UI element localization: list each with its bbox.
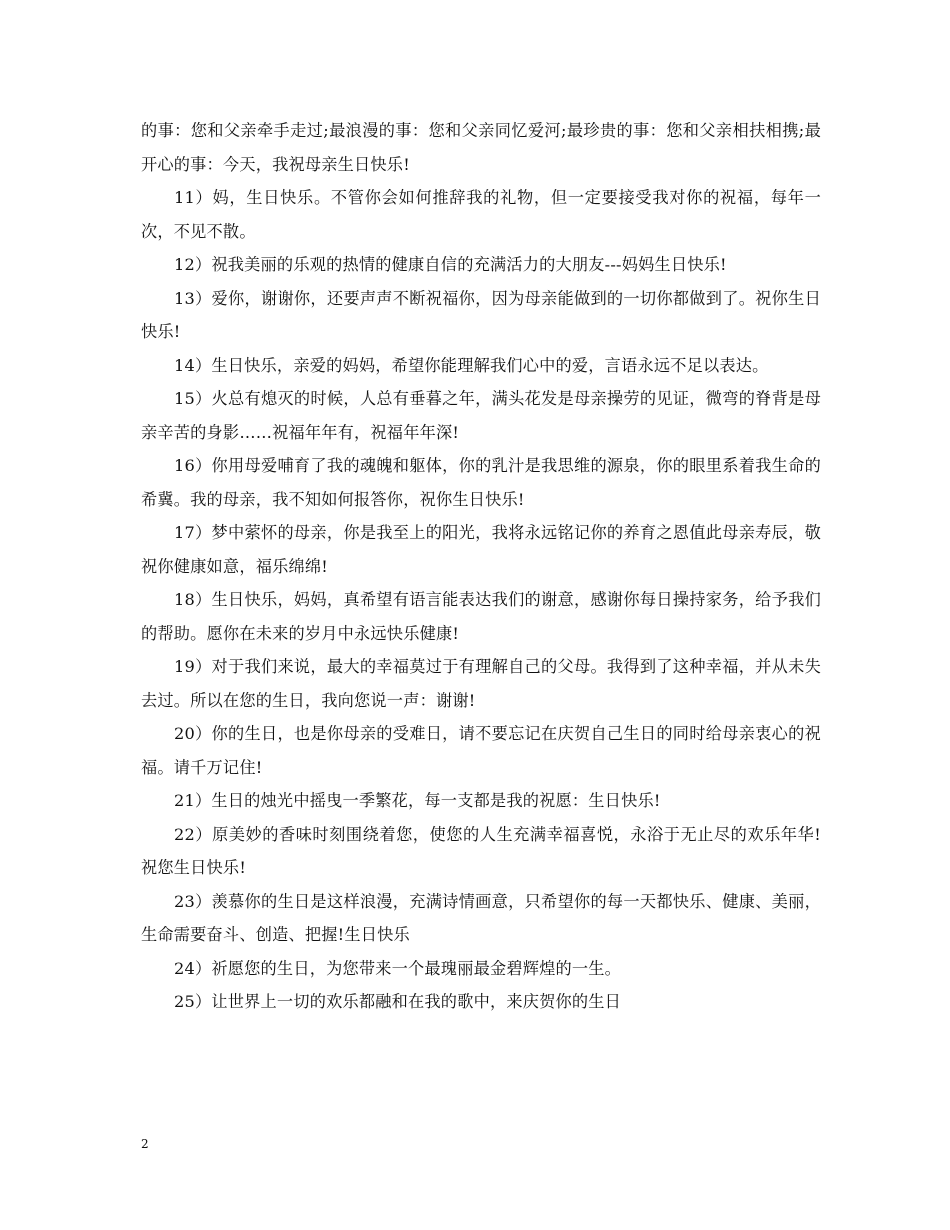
paragraph-wish-19: 19）对于我们来说，最大的幸福莫过于有理解自己的父母。我得到了这种幸福，并从未失去过。所以在您的生日，我向您说一声：谢谢!	[141, 657, 821, 710]
paragraph-wish-22: 22）原美妙的香味时刻围绕着您，使您的人生充满幸福喜悦，永浴于无止尽的欢乐年华!祝您生日快乐!	[141, 824, 821, 877]
paragraph-wish-17: 17）梦中萦怀的母亲，你是我至上的阳光，我将永远铭记你的养育之恩值此母亲寿辰，敬祝你健康如意，福乐绵绵!	[141, 523, 821, 576]
page-number: 2	[141, 1137, 149, 1151]
paragraph-wish-12: 12）祝我美丽的乐观的热情的健康自信的充满活力的大朋友---妈妈生日快乐!	[174, 255, 727, 274]
paragraph-wish-16: 16）你用母爱哺育了我的魂魄和躯体，你的乳汁是我思维的源泉，你的眼里系着我生命的希冀。我的母亲，我不知如何报答你，祝你生日快乐!	[141, 456, 821, 509]
paragraph-continuation: 的事：您和父亲牵手走过;最浪漫的事：您和父亲同忆爱河;最珍贵的事：您和父亲相扶相携;最开心的事：今天，我祝母亲生日快乐!	[141, 121, 821, 174]
paragraph-wish-18: 18）生日快乐，妈妈，真希望有语言能表达我们的谢意，感谢你每日操持家务，给予我们的帮助。愿你在未来的岁月中永远快乐健康!	[141, 590, 821, 643]
paragraph-wish-14: 14）生日快乐，亲爱的妈妈，希望你能理解我们心中的爱，言语永远不足以表达。	[174, 355, 769, 375]
paragraph-wish-21: 21）生日的烛光中摇曳一季繁花，每一支都是我的祝愿：生日快乐!	[174, 791, 661, 810]
paragraph-wish-20: 20）你的生日，也是你母亲的受难日，请不要忘记在庆贺自己生日的同时给母亲衷心的祝福。请千万记住!	[141, 724, 821, 777]
paragraph-wish-23: 23）羡慕你的生日是这样浪漫，充满诗情画意，只希望你的每一天都快乐、健康、美丽，生命需要奋斗、创造、把握!生日快乐	[141, 891, 821, 944]
document-body	[141, 114, 821, 1019]
paragraph-wish-24: 24）祈愿您的生日，为您带来一个最瑰丽最金碧辉煌的一生。	[174, 958, 622, 978]
paragraph-wish-25: 25）让世界上一切的欢乐都融和在我的歌中，来庆贺你的生日	[174, 992, 622, 1011]
paragraph-wish-11: 11）妈，生日快乐。不管你会如何推辞我的礼物，但一定要接受我对你的祝福，每年一次，不见不散。	[141, 188, 821, 241]
paragraph-wish-15: 15）火总有熄灭的时候，人总有垂暮之年，满头花发是母亲操劳的见证，微弯的脊背是母亲辛苦的身影……祝福年年有，祝福年年深!	[141, 389, 821, 442]
paragraph-wish-13: 13）爱你，谢谢你，还要声声不断祝福你，因为母亲能做到的一切你都做到了。祝你生日快乐!	[141, 288, 821, 341]
